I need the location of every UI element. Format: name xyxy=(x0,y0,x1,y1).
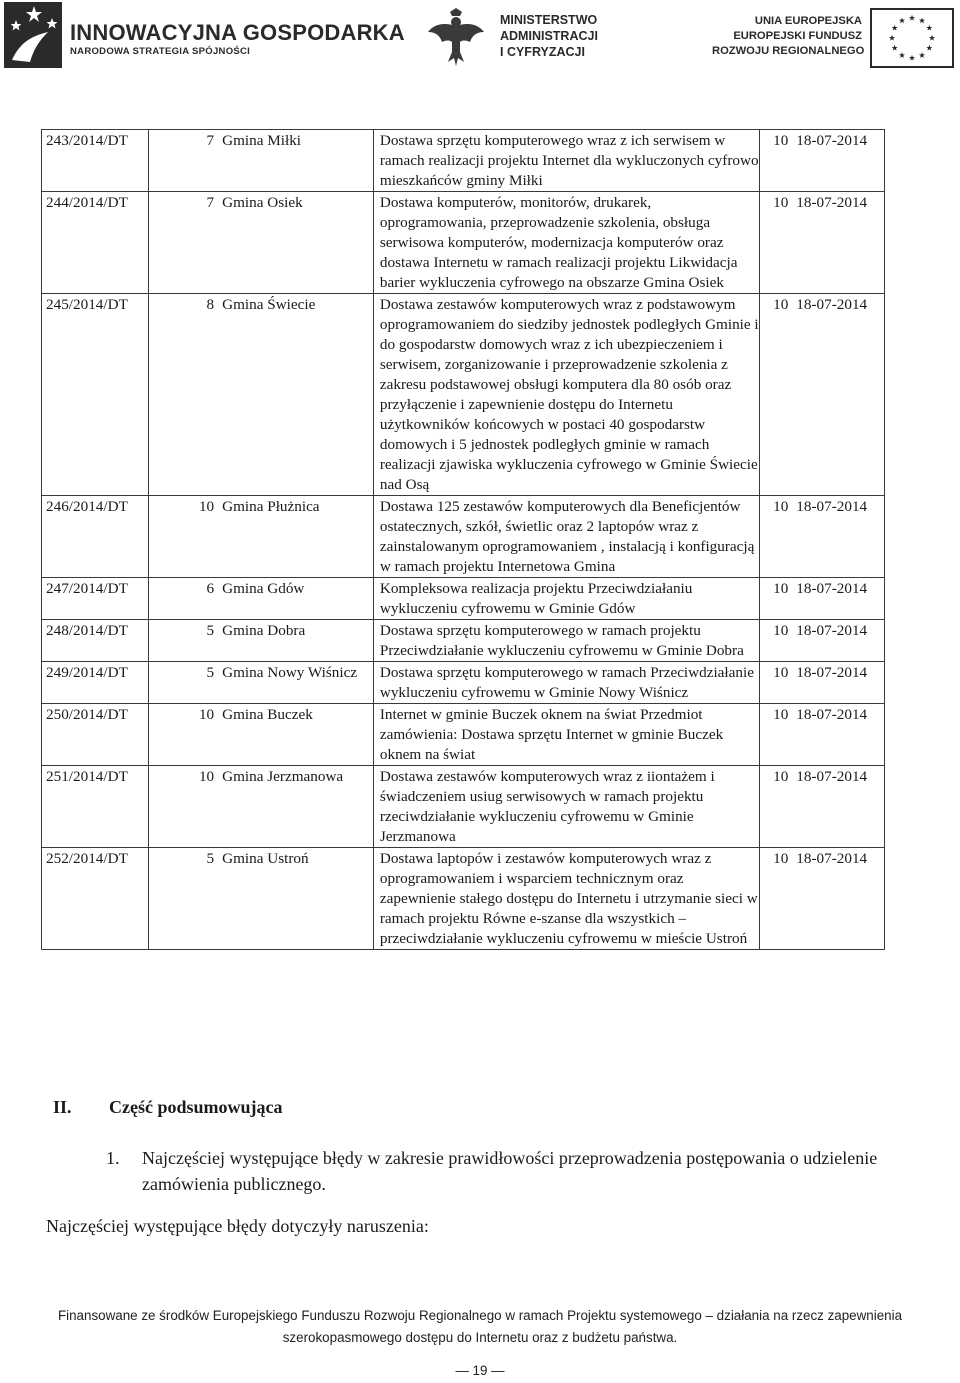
section-number: II. xyxy=(53,1097,72,1117)
cell-description: Dostawa sprzętu komputerowego w ramach Przeciwdziałanie wykluczeniu cyfrowemu w Gminie Nowy Wiśnicz xyxy=(373,662,759,704)
eu-line-2: EUROPEJSKI FUNDUSZ xyxy=(733,30,862,42)
page-number: — 19 — xyxy=(455,1363,505,1378)
cell-contract-number: 249/2014/DT xyxy=(42,662,149,704)
cell-count: 7 xyxy=(148,130,218,192)
table-row xyxy=(42,192,885,294)
cell-count: 5 xyxy=(148,848,218,950)
ig-title: INNOWACYJNA GOSPODARKA xyxy=(70,20,405,45)
cell-count: 8 xyxy=(148,294,218,496)
paragraph: Najczęściej występujące błędy dotyczyły naruszenia: xyxy=(46,1216,429,1236)
cell-days: 10 xyxy=(759,294,790,496)
cell-contract-number: 251/2014/DT xyxy=(42,766,149,848)
cell-contract-number: 244/2014/DT xyxy=(42,192,149,294)
cell-contract-number: 250/2014/DT xyxy=(42,704,149,766)
page-footer xyxy=(0,1305,960,1349)
cell-date: 18-07-2014 xyxy=(790,848,884,950)
cell-municipality: Gmina Jerzmanowa xyxy=(218,766,373,848)
ig-emblem-icon xyxy=(4,2,64,68)
cell-description: Dostawa 125 zestawów komputerowych dla Beneficjentów ostatecznych, szkół, świetlic oraz 2 laptopów wraz z zainstalowanym oprogramowaniem , instalacją i konfiguracją w ramach projektu Internetowa Gmina xyxy=(373,496,759,578)
cell-description: Dostawa zestawów komputerowych wraz z podstawowym oprogramowaniem do siedziby jednostek podległych Gminie i do gospodarstw domowych wraz z ich ubezpieczeniem i serwisem, zorganizowanie i przeprowadzenie szkolenia z zakresu podstawowej obsługi komputera dla 80 osób oraz przyłączenie i zapewnienie dostępu do Internetu użytkowników końcowych w postaci 40 gospodarstw domowych i 5 jednostek podległych gminie w ramach realizacji zjawiska wykluczenia cyfrowego w Gminie Świecie nad Osą xyxy=(373,294,759,496)
eu-line-1: UNIA EUROPEJSKA xyxy=(754,15,862,27)
cell-description: Dostawa laptopów i zestawów komputerowych wraz z oprogramowaniem i wsparciem technicznym oraz zapewnienie stałego dostępu do Internetu i utrzymanie sieci w ramach projektu Równe e-szanse dla wszystkich – przeciwdziałanie wykluczeniu cyfrowemu w mieście Ustroń xyxy=(373,848,759,950)
table-row xyxy=(42,662,885,704)
footer-line-1: Finansowane ze środków Europejskiego Funduszu Rozwoju Regionalnego w ramach Projektu systemowego – działania na rzecz zapewnienia xyxy=(57,1308,903,1323)
eu-line-3: ROZWOJU REGIONALNEGO xyxy=(712,45,865,57)
cell-date: 18-07-2014 xyxy=(790,192,884,294)
table-row xyxy=(42,496,885,578)
cell-date: 18-07-2014 xyxy=(790,578,884,620)
cell-days: 10 xyxy=(759,192,790,294)
ig-subtitle: NARODOWA STRATEGIA SPÓJNOŚCI xyxy=(70,46,251,57)
eu-logo xyxy=(712,4,958,74)
cell-days: 10 xyxy=(759,704,790,766)
cell-date: 18-07-2014 xyxy=(790,662,884,704)
cell-date: 18-07-2014 xyxy=(790,130,884,192)
eagle-emblem-icon xyxy=(426,6,486,70)
table-row xyxy=(42,130,885,192)
cell-description: Dostawa zestawów komputerowych wraz z iiontażem i świadczeniem usiug serwisowych w ramach projektu rzeciwdziałanie wykluczeniu cyfrowemu w Gminie Jerzmanowa xyxy=(373,766,759,848)
eu-flag-icon xyxy=(870,8,954,68)
cell-count: 5 xyxy=(148,620,218,662)
ministry-line-2: ADMINISTRACJI xyxy=(500,29,598,43)
cell-days: 10 xyxy=(759,496,790,578)
cell-count: 5 xyxy=(148,662,218,704)
cell-date: 18-07-2014 xyxy=(790,294,884,496)
list-item-text: Najczęściej występujące błędy w zakresie prawidłowości przeprowadzenia postępowania o udzielenie zamówienia publicznego. xyxy=(142,1148,878,1194)
table-row xyxy=(42,704,885,766)
cell-contract-number: 248/2014/DT xyxy=(42,620,149,662)
cell-days: 10 xyxy=(759,130,790,192)
cell-municipality: Gmina Gdów xyxy=(218,578,373,620)
cell-date: 18-07-2014 xyxy=(790,766,884,848)
cell-contract-number: 245/2014/DT xyxy=(42,294,149,496)
cell-contract-number: 243/2014/DT xyxy=(42,130,149,192)
cell-count: 10 xyxy=(148,496,218,578)
cell-date: 18-07-2014 xyxy=(790,620,884,662)
page-header xyxy=(0,0,960,80)
ministry-name xyxy=(500,12,598,60)
cell-municipality: Gmina Dobra xyxy=(218,620,373,662)
ministry-line-1: MINISTERSTWO xyxy=(500,13,598,27)
cell-days: 10 xyxy=(759,620,790,662)
table-row xyxy=(42,620,885,662)
table-row xyxy=(42,766,885,848)
table-row xyxy=(42,578,885,620)
cell-municipality: Gmina Miłki xyxy=(218,130,373,192)
cell-date: 18-07-2014 xyxy=(790,704,884,766)
list-item-number: 1. xyxy=(106,1148,120,1168)
cell-description: Dostawa sprzętu komputerowego wraz z ich serwisem w ramach realizacji projektu Internet dla wykluczonych cyfrowo mieszkańców gminy Miłki xyxy=(373,130,759,192)
cell-municipality: Gmina Świecie xyxy=(218,294,373,496)
cell-days: 10 xyxy=(759,662,790,704)
cell-municipality: Gmina Nowy Wiśnicz xyxy=(218,662,373,704)
footer-line-2: szerokopasmowego dostępu do Internetu oraz z budżetu państwa. xyxy=(282,1330,678,1345)
cell-days: 10 xyxy=(759,766,790,848)
innowacyjna-gospodarka-logo xyxy=(4,2,405,72)
cell-count: 10 xyxy=(148,766,218,848)
table-row xyxy=(42,294,885,496)
cell-days: 10 xyxy=(759,848,790,950)
cell-contract-number: 247/2014/DT xyxy=(42,578,149,620)
contracts-table xyxy=(41,129,885,950)
table-row xyxy=(42,848,885,950)
cell-count: 6 xyxy=(148,578,218,620)
cell-municipality: Gmina Ustroń xyxy=(218,848,373,950)
cell-count: 10 xyxy=(148,704,218,766)
eu-name xyxy=(712,14,865,59)
cell-date: 18-07-2014 xyxy=(790,496,884,578)
cell-description: Dostawa sprzętu komputerowego w ramach projektu Przeciwdziałanie wykluczeniu cyfrowemu w Gminie Dobra xyxy=(373,620,759,662)
cell-days: 10 xyxy=(759,578,790,620)
cell-municipality: Gmina Buczek xyxy=(218,704,373,766)
cell-municipality: Gmina Płużnica xyxy=(218,496,373,578)
cell-contract-number: 246/2014/DT xyxy=(42,496,149,578)
cell-description: Kompleksowa realizacja projektu Przeciwdziałaniu wykluczeniu cyfrowemu w Gminie Gdów xyxy=(373,578,759,620)
cell-description: Dostawa komputerów, monitorów, drukarek, oprogramowania, przeprowadzenie szkolenia, obsługa serwisowa komputerów, modernizacja komputerów oraz dostawa Internetu w ramach realizacji projektu Likwidacja barier wykluczenia cyfrowego na obszarze Gmina Osiek xyxy=(373,192,759,294)
ministry-logo xyxy=(426,4,626,74)
cell-count: 7 xyxy=(148,192,218,294)
section-title: Część podsumowująca xyxy=(109,1097,283,1117)
cell-contract-number: 252/2014/DT xyxy=(42,848,149,950)
ministry-line-3: I CYFRYZACJI xyxy=(500,45,585,59)
section-heading xyxy=(53,1097,283,1118)
cell-description: Internet w gminie Buczek oknem na świat Przedmiot zamówienia: Dostawa sprzętu Internet w gminie Buczek oknem na świat xyxy=(373,704,759,766)
cell-municipality: Gmina Osiek xyxy=(218,192,373,294)
list-item xyxy=(106,1145,896,1197)
